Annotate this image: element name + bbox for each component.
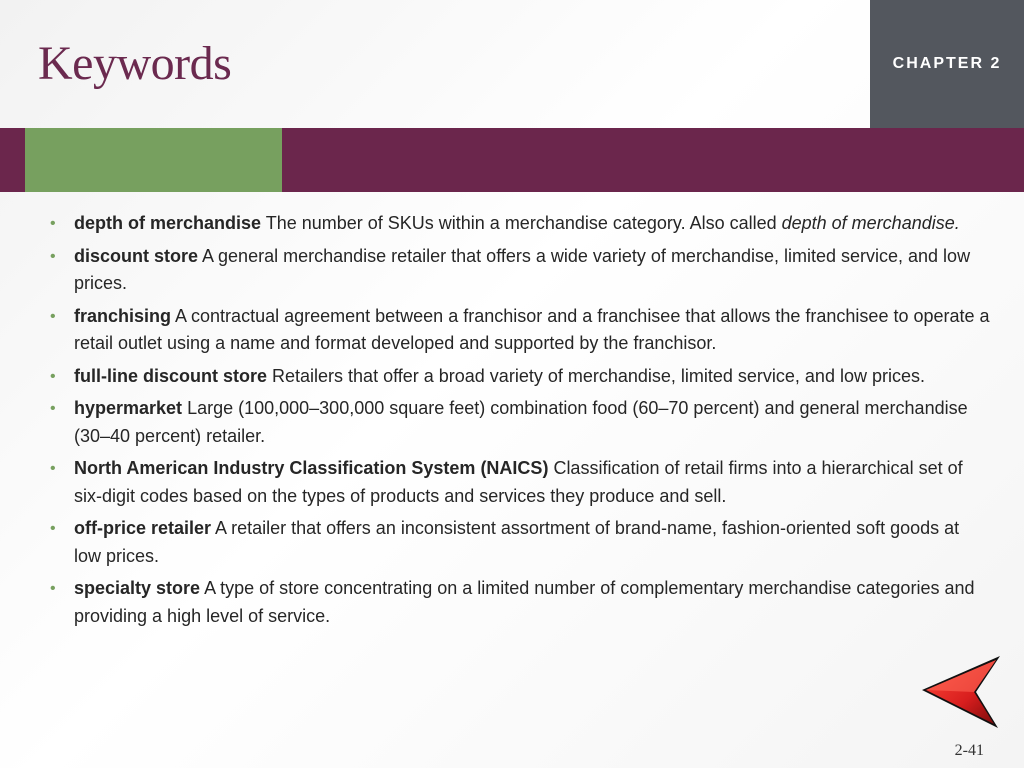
keyword-definition-emphasis: depth of merchandise. [781,213,960,233]
keyword-definition: Retailers that offer a broad variety of merchandise, limited service, and low prices. [267,365,925,386]
keyword-content [50,210,990,635]
keyword-item [50,210,990,238]
keyword-term: North American Industry Classification System (NAICS) [74,458,549,478]
keyword-list [50,210,990,630]
keyword-item [50,243,990,298]
keyword-item [50,515,990,570]
keyword-definition: The number of SKUs within a merchandise category. Also called [261,213,782,233]
keyword-item [50,575,990,630]
bullet-icon: • [50,460,56,477]
keyword-definition: A contractual agreement between a franchisor and a franchisee that allows the franchisee to operate a retail outlet using a name and format developed and supported by the franchisor. [74,305,990,353]
header-band-accent [25,128,282,192]
slide-title: Keywords [38,37,232,90]
keyword-term: depth of merchandise [74,213,262,233]
keyword-term: specialty store [74,578,201,598]
keyword-item [50,395,990,450]
keyword-definition: A type of store concentrating on a limited number of complementary merchandise categories and providing a high level of service. [74,578,975,626]
bullet-icon: • [50,215,56,232]
keyword-term: franchising [74,305,172,326]
keyword-term: off-price retailer [74,518,212,538]
bullet-icon: • [50,247,56,265]
bullet-icon: • [50,307,56,325]
keyword-item [50,455,990,510]
bullet-icon: • [50,520,56,537]
bullet-icon: • [50,367,56,385]
keyword-definition: Classification of retail firms into a hierarchical set of six-digit codes based on the types of products and services they produce and sell. [74,458,963,506]
keyword-item [50,303,990,358]
page-number: 2-41 [954,742,984,759]
keyword-term: full-line discount store [74,365,268,386]
bullet-icon: • [50,580,56,597]
keyword-definition: A general merchandise retailer that offers a wide variety of merchandise, limited service, and low prices. [74,245,971,293]
next-slide-arrow-icon[interactable] [918,652,1004,732]
keyword-item [50,363,990,391]
keyword-term: discount store [74,245,199,266]
bullet-icon: • [50,400,56,417]
chapter-label: CHAPTER 2 [892,55,1002,72]
keyword-definition: A retailer that offers an inconsistent assortment of brand-name, fashion-oriented soft goods at low prices. [74,518,960,566]
keyword-definition: Large (100,000–300,000 square feet) combination food (60–70 percent) and general merchandise (30–40 percent) retailer. [74,398,968,446]
chapter-box [870,0,1024,128]
keyword-term: hypermarket [74,398,183,418]
